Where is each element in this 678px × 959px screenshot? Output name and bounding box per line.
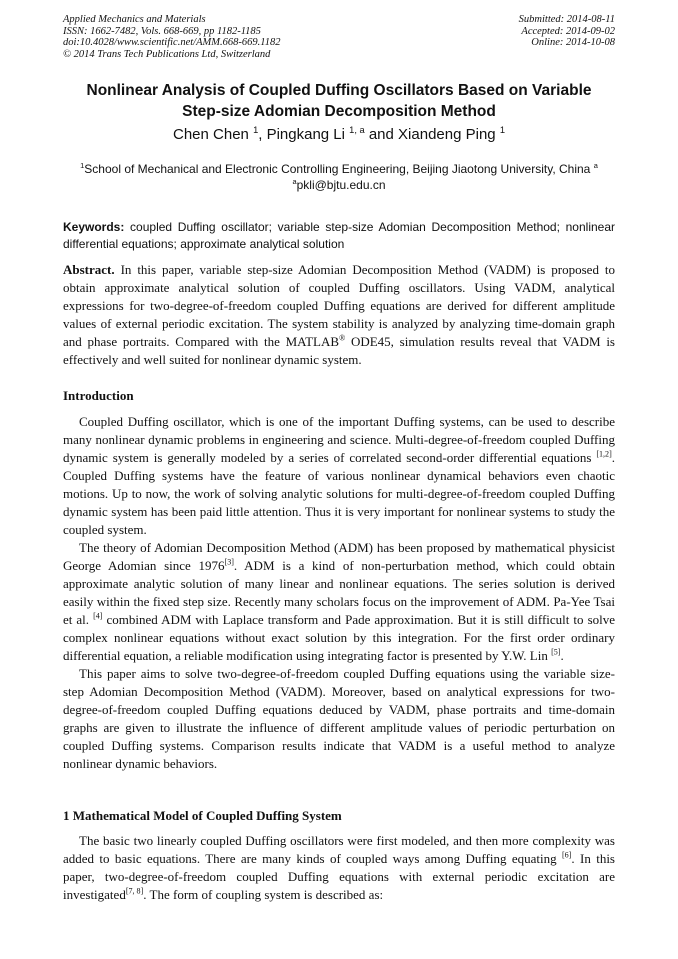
citation[interactable]: [3]: [224, 557, 234, 567]
affiliation-mark: 1: [80, 161, 85, 170]
paragraph-text: . ADM is a kind of non-perturbation method, which could obtain approximate analytic solution of many linear and nonlinear equations. The series solution is derived easily within the fixed step size. Recently many scholars focus on the improvement of ADM. Pa-Yee Tsai et al.: [63, 558, 615, 627]
paragraph-text: . In this paper, two-degree-of-freedom coupled Duffing equations with external periodic excitation are investigated: [63, 851, 615, 902]
accepted-date: Accepted: 2014-09-02: [521, 25, 615, 37]
citation[interactable]: [6]: [561, 850, 572, 860]
doi-line: doi:10.4028/www.scientific.net/AMM.668-669.1182: [63, 37, 281, 49]
paragraph-text: .: [560, 648, 564, 663]
title-line-2: Step-size Adomian Decomposition Method: [182, 103, 496, 120]
paper-title: [40, 80, 638, 122]
online-date: Online: 2014-10-08: [531, 37, 615, 49]
author-separator: and: [364, 126, 399, 143]
affiliation-text: School of Mechanical and Electronic Controlling Engineering, Beijing Jiaotong University, China: [84, 162, 594, 176]
author-affiliation-mark: 1: [499, 125, 505, 135]
paragraph-text: Coupled Duffing oscillator, which is one of the important Duffing systems, can be used to describe many nonlinear dynamic problems in engineering and science. Multi-degree-of-freedom coupled Duffing dynamic system is generally modeled by a series of correlated second-order differential equations: [63, 414, 615, 465]
author-separator: ,: [258, 126, 267, 143]
section-heading-introduction: Introduction: [63, 388, 134, 403]
author-affiliation-mark: 1: [253, 125, 259, 135]
introduction-body: [63, 413, 615, 773]
author-name: Pingkang Li: [266, 126, 345, 143]
author-name: Chen Chen: [173, 126, 249, 143]
paragraph-text: . The form of coupling system is described as:: [143, 887, 384, 902]
section-heading-mathematical-model: 1 Mathematical Model of Coupled Duffing System: [63, 808, 342, 823]
citation[interactable]: [1,2]: [596, 449, 612, 459]
paragraph: [63, 832, 615, 904]
paragraph-text: The theory of Adomian Decomposition Method (ADM) has been proposed by mathematical physicist George Adomian since 1976: [63, 540, 615, 573]
citation[interactable]: [4]: [93, 611, 103, 621]
paragraph: [63, 413, 615, 539]
journal-name: Applied Mechanics and Materials: [63, 14, 206, 25]
keywords-label: Keywords:: [63, 220, 125, 234]
registered-mark: ®: [339, 333, 346, 343]
affiliation-mark: a: [593, 161, 598, 170]
citation[interactable]: [7, 8]: [125, 886, 144, 896]
author-name: Xiandeng Ping: [398, 126, 496, 143]
title-line-1: Nonlinear Analysis of Coupled Duffing Oscillators Based on Variable: [86, 82, 592, 99]
keywords: [63, 219, 615, 253]
issn-line: ISSN: 1662-7482, Vols. 668-669, pp 1182-1185: [63, 25, 261, 37]
abstract: [63, 261, 615, 369]
author-affiliation-mark: 1, a: [349, 125, 365, 135]
paragraph-text: combined ADM with Laplace transform and Pade approximation. But it is still difficult to solve complex nonlinear equations without exact solution by this integration. For the first order ordinary differential equation, a reliable modification using integrating factor is presented by Y.W. Lin: [63, 612, 616, 663]
keywords-text: coupled Duffing oscillator; variable step-size Adomian Decomposition Method; nonlinear differential equations; approximate analytical solution: [63, 220, 615, 251]
submitted-date: Submitted: 2014-08-11: [518, 14, 615, 25]
abstract-label: Abstract.: [63, 262, 115, 277]
affiliation: [50, 161, 628, 193]
citation[interactable]: [5]: [551, 647, 561, 657]
section-1-body: [63, 832, 615, 904]
author-email[interactable]: pkli@bjtu.edu.cn: [296, 178, 386, 192]
author-list: [40, 126, 638, 144]
journal-info: [63, 14, 280, 60]
email-mark: a: [292, 177, 297, 186]
paragraph-text: The basic two linearly coupled Duffing oscillators were first modeled, and then more complexity was added to basic equations. There are many kinds of coupled ways among Duffing equating: [63, 833, 615, 866]
paragraph: This paper aims to solve two-degree-of-freedom coupled Duffing equations using the variable size-step Adomian Decomposition Method (VADM). Moreover, based on analytical expressions for two-degree-of-freedom coupled Duffing equations deduced by VADM, phase portraits and time-domain graphs are given to illustrate the influence of different amplitude values of periodic perturbation on coupled Duffing systems. Comparison results indicate that VADM is a useful method to analyze nonlinear dynamic behaviors.: [63, 666, 615, 771]
paragraph-text: . Coupled Duffing systems have the feature of various nonlinear dynamical behaviors even chaotic motions. Up to now, the work of solving analytic solutions for multi-degree-of-freedom coupled Duffing dynamic system has been paid little attention. Thus it is very important for nonlinear systems to study the coupled system.: [63, 450, 615, 537]
abstract-text: In this paper, variable step-size Adomian Decomposition Method (VADM) is proposed to obtain approximate analytical solution of coupled Duffing oscillators. Using VADM, analytical expressions for two-degree-of-freedom coupled Duffing equations are derived for different amplitude values of external periodic excitation. The system stability is analyzed by analyzing time-domain graph and phase portraits. Compared with the MATLAB: [63, 262, 615, 349]
abstract-text: ODE45, simulation results reveal that VADM is effectively and well suited for nonlinear dynamic system.: [63, 334, 615, 367]
paragraph: [63, 539, 615, 665]
publication-dates: [519, 14, 615, 49]
copyright-line: © 2014 Trans Tech Publications Ltd, Switzerland: [63, 48, 271, 60]
